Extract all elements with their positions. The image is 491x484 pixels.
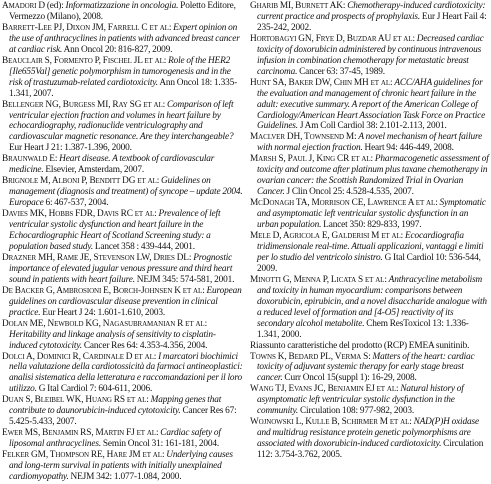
reference-source: Lancet 358 : 439-444, 2001. [93, 241, 195, 252]
reference-authors: Towns K, Bedard PL, Verma S [250, 351, 369, 362]
reference-item [2, 286, 243, 319]
references-right-column [250, 1, 491, 461]
reference-authors: Drazner MH, Rame JE, Stevenson LW, Dries DL [2, 252, 189, 263]
reference-authors: Mele D, Agricola E, Galderisi M et al [250, 231, 401, 242]
reference-separator: : [146, 395, 151, 406]
reference-title: Ecocardiografia tridimensionale real-time. Attuali applicazioni, vantaggi e limiti per lo studio del ventricolo sinistro. [257, 231, 484, 263]
reference-separator: : [162, 99, 167, 110]
reference-source: Lancet 350: 829-833, 1997. [321, 220, 422, 231]
reference-separator: (ed): [44, 1, 66, 11]
reference-authors: Dolci A, Dominici R, Cardinale D et al [2, 351, 154, 362]
reference-title: A novel mechanism of heart failure with normal ejection fraction. [257, 132, 483, 154]
reference-item [2, 209, 243, 253]
reference-separator: : [342, 1, 348, 11]
reference-title: Role of the HER2 [Ile655Val] genetic polymorphism in tumorogenesis and in the risk of trastuzumab-related cardiotoxicity. [9, 55, 231, 88]
reference-title: Anthracycline metabolism and toxicity in human myocardium: comparisons between doxorubicin, epirubicin, and a novel disaccharide analogue with a reduced level of formation and [4-O5] reactivity of its secondary alcohol metabolite. [257, 274, 487, 329]
reference-item [2, 176, 243, 209]
reference-item [250, 78, 491, 133]
reference-item [250, 1, 491, 34]
reference-source: Cancer 63: 37-45, 1989. [297, 66, 385, 77]
reference-source: Semin Oncol 31: 161-181, 2004. [101, 439, 220, 450]
reference-source: NEJM 342: 1.077-1.084, 2000. [68, 471, 182, 482]
reference-source: Chem ResToxicol 13: 1.336-1.341, 2000. [257, 318, 469, 340]
reference-title: Comparison of left ventricular ejection fraction and volumes in heart failure by echocardiography, radionuclide ventriculography and cardiovascular magnetic resonance. Are they interchangeable? [9, 99, 234, 143]
reference-source: J Clin Oncol 25: 4.528-4.535, 2007. [284, 187, 414, 198]
reference-authors: McDonagh TA, Morrison CE, Lawrence A et al [250, 198, 436, 209]
reference-source: Eur Heart J 24: 1.601-1.610, 2003. [40, 307, 166, 318]
reference-authors: Amadori D [2, 1, 45, 11]
reference-authors: Dolan ME, Newbold KG, Nagasubramanian R et al [2, 318, 205, 329]
reference-source: Circulation 108: 977-982, 2003. [298, 406, 414, 417]
reference-title: Pharmacogenetic assessment of toxicity and outcome after platinum plus taxane chemotherapy in ovarian cancer: the Scottish Randomized Trial in Ovarian Cancer. [257, 154, 489, 198]
reference-separator: : [168, 22, 174, 33]
reference-item [2, 253, 243, 286]
reference-item [2, 56, 243, 100]
reference-item [250, 384, 491, 417]
reference-source: G Ital Cardiol 10: 536-544, 2009. [257, 252, 481, 274]
reference-authors: Gharib MI, Burnett AK [250, 1, 343, 11]
reference-authors: Marsh S, Paul J, King CR et al [250, 154, 371, 165]
reference-authors: Maclver DH, Townsend M [250, 132, 355, 143]
reference-item [2, 1, 243, 23]
reference-source: J Am Coll Cardiol 38: 2.101-2.113, 2001. [297, 121, 447, 132]
reference-title: Heart disease. A textbook of cardiovascular medicine. [9, 154, 215, 176]
reference-title: Guidelines on management (diagnosis and treatment) of syncope – update 2004. Europace [9, 176, 243, 209]
references-left-column [2, 1, 243, 483]
reference-authors: Wojnowski L, Kulle B, Schirmer M et al [250, 417, 410, 428]
reference-authors: Minotti G, Menna P, Licata S et al [250, 274, 385, 285]
reference-title: I marcatori biochimici nella valutazione della cardiotossicità da farmaci antineoplastici: analisi sistematica della letteratura e raccomandazioni per il loro utilizzo. [9, 351, 243, 395]
reference-separator: Riassunto caratteristiche del prodotto (RCP) EMEA sunitinib. [250, 340, 470, 351]
reference-separator: : [156, 176, 162, 187]
reference-authors: Bellenger NG, Burgess MI, Ray SG et al [2, 99, 163, 110]
reference-title: ACC/AHA guidelines for the evaluation and management of chronic heart failure in the adult: executive summary. A report of the American College of Cardiology/American Heart Association Task Force on Practice Guidelines. [257, 77, 486, 132]
reference-source: Ann Oncol 18: 1.335-1.341, 2007. [9, 77, 238, 99]
reference-separator: : [370, 154, 375, 165]
reference-title: Decreased cardiac toxicity of doxorubicin administered by continuous intravenous infusion in combination chemotherapy for metastatic breast carcinoma. [257, 33, 484, 77]
reference-item [2, 100, 243, 155]
reference-separator: : [412, 33, 417, 44]
reference-source: Poletto Editore, Vermezzo (Milano), 2008. [9, 1, 236, 22]
reference-authors: Hortobagyi GN, Frye D, Buzdar AU et al [250, 33, 413, 44]
reference-title: Prevalence of left ventricular systolic dysfunction and heart failure in the Echocardiographic Heart of Scotland Screening study: a population based study. [9, 209, 221, 252]
reference-item [250, 275, 491, 341]
reference-separator: : [354, 132, 359, 143]
reference-item [250, 198, 491, 231]
reference-title: Mapping genes that contribute to daunorubicin-induced cytotoxicity. [9, 395, 222, 417]
reference-separator: : [400, 231, 405, 242]
reference-title: Cardiac safety of liposomal anthracyclines. [9, 428, 221, 450]
reference-separator: : [368, 351, 373, 362]
reference-item [2, 154, 243, 176]
reference-separator: : [54, 154, 60, 165]
reference-title: NAD(P)H oxidase and multidrug resistance protein genetic polymorphisms are associated with doxorubicin-induced cardiotoxicity. [257, 417, 479, 450]
reference-source: Eur Heart J 21: 1.387-1.396, 2000. [9, 143, 132, 154]
reference-item [250, 341, 491, 352]
reference-source: 6: 467-537, 2004. [43, 198, 109, 209]
reference-separator: : [204, 318, 208, 329]
reference-source: Heart 94: 446-449, 2008. [362, 143, 454, 154]
reference-item [2, 319, 243, 352]
reference-item [250, 34, 491, 78]
reference-authors: Brignole M, Alboni P, Benditt DG et al [2, 176, 157, 187]
reference-title: Expert opinion on the use of anthracyclines in patients with advanced breast cancer at cardiac risk. [9, 22, 240, 55]
reference-authors: Barrett-Lee PJ, Dixon JM, Farrell C et al [2, 22, 169, 33]
reference-separator: : [163, 55, 169, 66]
reference-separator: : [390, 77, 395, 88]
reference-authors: Wang TJ, Evans JC, Benjamin EJ et al [250, 384, 397, 395]
reference-item [2, 352, 243, 396]
reference-item [250, 231, 491, 275]
reference-separator: : [153, 351, 159, 362]
reference-title: Natural history of asymptomatic left ventricular systolic dysfunction in the community. [257, 384, 464, 417]
reference-title: European guidelines on cardiovascular disease prevention in clinical practice. [9, 285, 242, 318]
reference-separator: : [384, 274, 389, 285]
reference-separator: : [202, 285, 207, 296]
reference-separator: : [161, 450, 167, 461]
reference-authors: Beauclair S, Formento P, Fischel JL et al [2, 55, 164, 66]
reference-source: Curr Oncol 15(suppl 1): 16-29, 2008. [282, 373, 417, 384]
reference-separator: : [396, 384, 401, 395]
reference-authors: Braunwald E [2, 154, 55, 165]
reference-separator: : [154, 209, 159, 220]
reference-item [250, 132, 491, 154]
reference-title: Chemotherapy-induced cardiotoxicity: current practice and prospects of prophylaxis. [257, 1, 486, 22]
reference-separator: : [435, 198, 440, 209]
reference-title: Symptomatic and asymptomatic left ventricular systolic dysfunction in an urban population. [257, 198, 486, 231]
reference-source: Circulation 112: 3.754-3.762, 2005. [257, 439, 484, 461]
reference-source: Cancer Res 64: 4.353-4.356, 2004. [81, 340, 208, 351]
reference-source: Elsevier, Amsterdam, 2007. [43, 165, 145, 176]
reference-source: Eur J Heart Fail 4: 235-242, 2002. [257, 11, 487, 33]
reference-title: Underlying causes and long-term survival in patients with initially unexplained cardiomyopathy. [9, 450, 233, 482]
reference-item [2, 23, 243, 56]
reference-source: Ann Oncol 20: 816-827, 2009. [62, 44, 173, 55]
reference-title: Heritability and linkage analysis of sensitivity to cisplatin-induced cytotoxicity. [9, 329, 216, 351]
reference-authors: Ewer MS, Benjamin RS, Martin FJ et al [2, 428, 156, 439]
reference-source: G Ital Cardiol 7: 604-611, 2006. [36, 384, 153, 395]
reference-authors: Duan S, Bleibel WK, Huang RS et al [2, 395, 147, 406]
reference-item [250, 417, 491, 461]
reference-title: Prognostic importance of elevated jugular venous pressure and third heart sound in patients with heart failure. [9, 252, 233, 285]
reference-title: Matters of the heart: cardiac toxicity of adjuvant systemic therapy for early stage breast cancer. [257, 351, 475, 384]
reference-item [2, 428, 243, 450]
reference-title: Informatizzazione in oncologia. [65, 1, 179, 11]
reference-item [250, 154, 491, 198]
reference-source: Cancer Res 67: 5.425-5.433, 2007. [9, 406, 237, 428]
reference-item [250, 352, 491, 385]
reference-separator: : [155, 428, 161, 439]
reference-authors: Hunt SA, Baker DW, Chin MH et al [250, 77, 390, 88]
reference-source: NEJM 345: 574-581, 2001. [134, 274, 235, 285]
reference-authors: Felker GM, Thompson RE, Hare JM et al [2, 450, 162, 461]
reference-item [2, 395, 243, 428]
reference-separator: : [409, 417, 414, 428]
reference-item [2, 450, 243, 483]
reference-separator: : [188, 252, 194, 263]
reference-authors: De Backer G, Ambrosioni E, Borch-Johnsen K et al [2, 285, 203, 296]
reference-authors: Davies MK, Hobbs FDR, Davis RC et al [2, 209, 155, 220]
